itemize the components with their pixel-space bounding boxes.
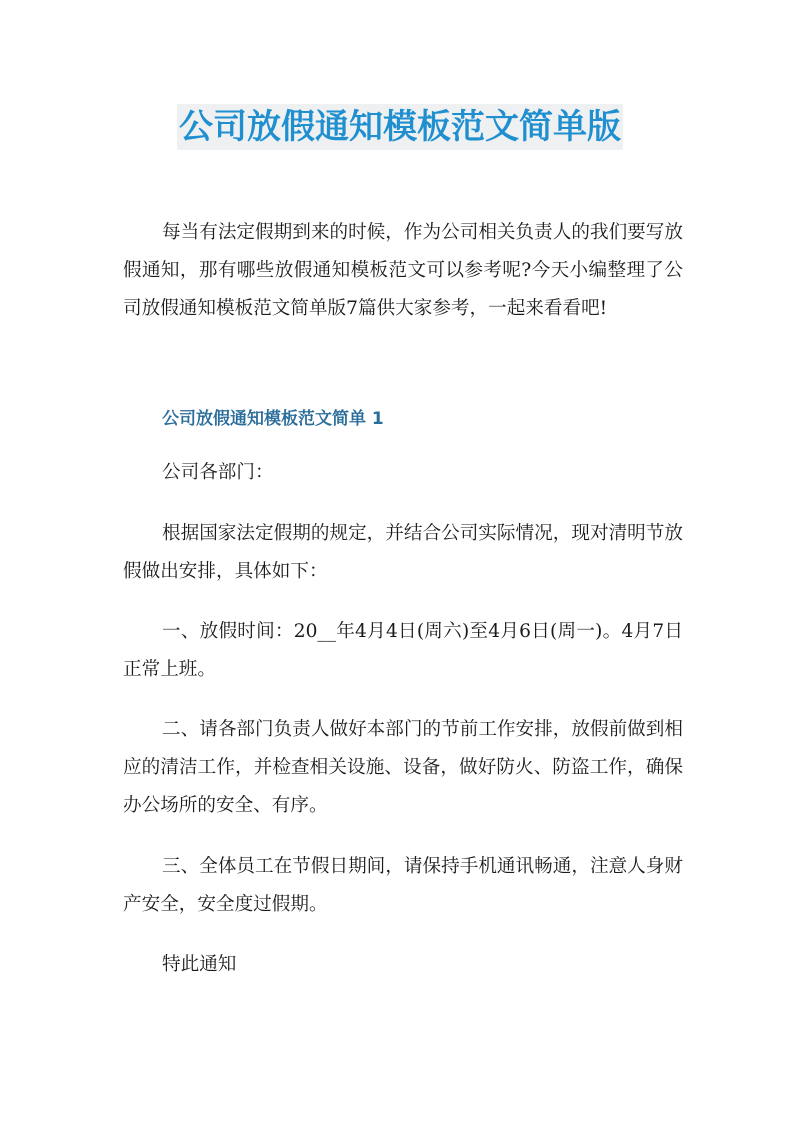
document-title: 公司放假通知模板范文简单版	[177, 104, 623, 150]
paragraph-item-2: 二、请各部门负责人做好本部门的节前工作安排，放假前做到相应的清洁工作，并检查相关设施、设备，做好防火、防盗工作，确保办公场所的安全、有序。	[123, 719, 683, 816]
section-heading: 公司放假通知模板范文简单 1	[162, 409, 384, 429]
closing-text: 特此通知	[162, 954, 237, 975]
intro-paragraph: 每当有法定假期到来的时候，作为公司相关负责人的我们要写放假通知，那有哪些放假通知模板范文可以参考呢?今天小编整理了公司放假通知模板范文简单版7篇供大家参考，一起来看看吧!	[123, 222, 683, 319]
paragraph-item-3: 三、全体员工在节假日期间，请保持手机通讯畅通，注意人身财产安全，安全度过假期。	[123, 856, 683, 915]
title-container	[0, 104, 800, 150]
paragraph-item-1: 一、放假时间：20__年4月4日(周六)至4月6日(周一)。4月7日正常上班。	[123, 621, 683, 680]
salutation: 公司各部门：	[162, 462, 274, 483]
paragraph-intro-arrangement: 根据国家法定假期的规定，并结合公司实际情况，现对清明节放假做出安排，具体如下：	[123, 523, 683, 582]
